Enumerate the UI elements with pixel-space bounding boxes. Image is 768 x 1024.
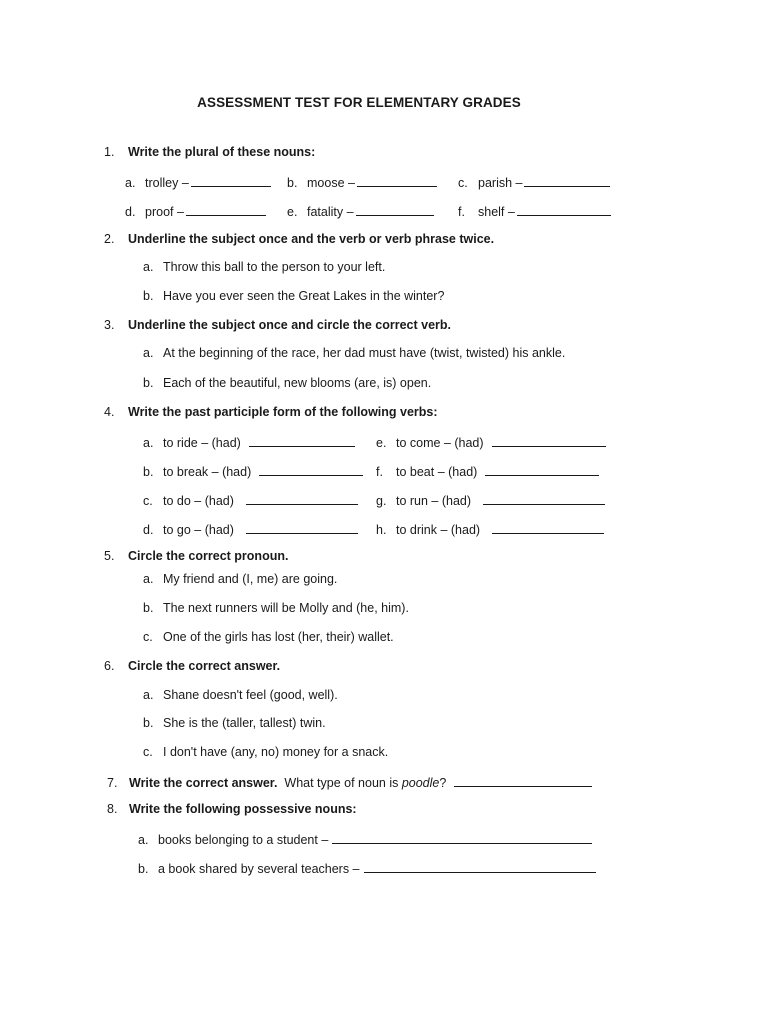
item-letter: b. [143,716,154,730]
q1-item-c [458,174,610,190]
q4-item-e [376,434,606,450]
item-text: The next runners will be Molly and (he, him). [163,601,409,615]
question-number: 3. [104,318,115,332]
question-number: 6. [104,659,115,673]
question-8 [107,802,357,816]
item-letter: a. [138,833,149,847]
item-text: Shane doesn't feel (good, well). [163,688,338,702]
item-text: Throw this ball to the person to your left. [163,260,386,274]
q4-item-a [143,434,355,450]
question-3 [104,318,451,332]
item-text: to go – (had) [163,523,234,537]
item-text: Have you ever seen the Great Lakes in the winter? [163,289,445,303]
item-letter: b. [143,289,154,303]
item-text: to beat – (had) [396,465,478,479]
item-text: to break – (had) [163,465,252,479]
question-number: 5. [104,549,115,563]
item-letter: g. [376,494,387,508]
item-letter: a. [143,436,154,450]
question-number: 7. [107,776,118,790]
question-4 [104,405,438,419]
q8-item-a [138,831,592,847]
answer-blank[interactable] [492,521,604,534]
q4-item-f [376,463,599,479]
item-text: to drink – (had) [396,523,481,537]
item-letter: a. [143,688,154,702]
answer-blank[interactable] [356,203,434,216]
q5-item-c [143,630,394,644]
answer-blank[interactable] [332,831,592,844]
item-letter: b. [143,376,154,390]
answer-blank[interactable] [191,174,271,187]
answer-blank[interactable] [524,174,610,187]
q1-item-b [287,174,437,190]
item-letter: h. [376,523,387,537]
item-letter: d. [143,523,154,537]
answer-blank[interactable] [246,492,358,505]
item-text: to ride – (had) [163,436,241,450]
answer-blank[interactable] [246,521,358,534]
question-prompt: Circle the correct pronoun. [128,549,289,563]
q5-item-b [143,601,409,615]
item-text: My friend and (I, me) are going. [163,572,338,586]
question-1 [104,145,315,159]
item-text: At the beginning of the race, her dad must have (twist, twisted) his ankle. [163,346,566,360]
item-text: a book shared by several teachers – [158,862,360,876]
item-letter: c. [143,745,153,759]
question-text: What type of noun is [284,776,399,790]
item-letter: e. [287,205,298,219]
item-text: parish – [478,176,523,190]
item-letter: a. [143,260,154,274]
item-letter: a. [143,346,154,360]
question-prompt: Write the following possessive nouns: [129,802,357,816]
answer-blank[interactable] [454,774,592,787]
item-text: One of the girls has lost (her, their) wallet. [163,630,394,644]
item-text: shelf – [478,205,515,219]
item-letter: c. [458,176,468,190]
question-5 [104,549,288,563]
item-letter: c. [143,494,153,508]
question-prompt: Circle the correct answer. [128,659,281,673]
item-letter: f. [376,465,383,479]
item-letter: b. [143,465,154,479]
item-text: She is the (taller, tallest) twin. [163,716,326,730]
q6-item-c [143,745,388,759]
q2-item-a [143,260,385,274]
question-text-after: ? [439,776,447,790]
q6-item-b [143,716,326,730]
q1-item-a [125,174,271,190]
page-title: ASSESSMENT TEST FOR ELEMENTARY GRADES [197,95,521,110]
q4-item-d [143,521,358,537]
item-text: fatality – [307,205,354,219]
question-7 [107,774,592,790]
item-letter: f. [458,205,465,219]
question-number: 2. [104,232,115,246]
item-text: Each of the beautiful, new blooms (are, is) open. [163,376,432,390]
answer-blank[interactable] [517,203,611,216]
item-text: moose – [307,176,355,190]
item-letter: a. [125,176,136,190]
answer-blank[interactable] [249,434,355,447]
item-text: books belonging to a student – [158,833,329,847]
item-text: I don't have (any, no) money for a snack. [163,745,389,759]
q4-item-g [376,492,605,508]
question-prompt: Write the correct answer. [129,776,278,790]
question-prompt: Underline the subject once and circle the correct verb. [128,318,452,332]
answer-blank[interactable] [364,860,596,873]
item-text: to run – (had) [396,494,472,508]
item-text: to come – (had) [396,436,484,450]
q4-item-h [376,521,604,537]
q2-item-b [143,289,444,303]
q4-item-b [143,463,363,479]
question-2 [104,232,494,246]
q8-item-b [138,860,596,876]
q3-item-a [143,346,565,360]
question-number: 1. [104,145,115,159]
item-letter: e. [376,436,387,450]
q3-item-b [143,376,431,390]
item-letter: b. [138,862,149,876]
q1-item-f [458,203,611,219]
item-text: trolley – [145,176,189,190]
answer-blank[interactable] [186,203,266,216]
item-letter: a. [143,572,154,586]
question-number: 4. [104,405,115,419]
item-letter: d. [125,205,136,219]
question-prompt: Underline the subject once and the verb or verb phrase twice. [128,232,495,246]
answer-blank[interactable] [483,492,605,505]
answer-blank[interactable] [259,463,363,476]
answer-blank[interactable] [357,174,437,187]
q1-item-d [125,203,266,219]
item-text: to do – (had) [163,494,234,508]
question-prompt: Write the past participle form of the following verbs: [128,405,438,419]
q1-item-e [287,203,434,219]
answer-blank[interactable] [485,463,599,476]
question-number: 8. [107,802,118,816]
q4-item-c [143,492,358,508]
q6-item-a [143,688,338,702]
item-letter: b. [143,601,154,615]
item-letter: b. [287,176,298,190]
q5-item-a [143,572,337,586]
item-text: proof – [145,205,184,219]
question-6 [104,659,280,673]
italic-word: poodle [401,776,440,790]
item-letter: c. [143,630,153,644]
question-prompt: Write the plural of these nouns: [128,145,316,159]
answer-blank[interactable] [492,434,606,447]
